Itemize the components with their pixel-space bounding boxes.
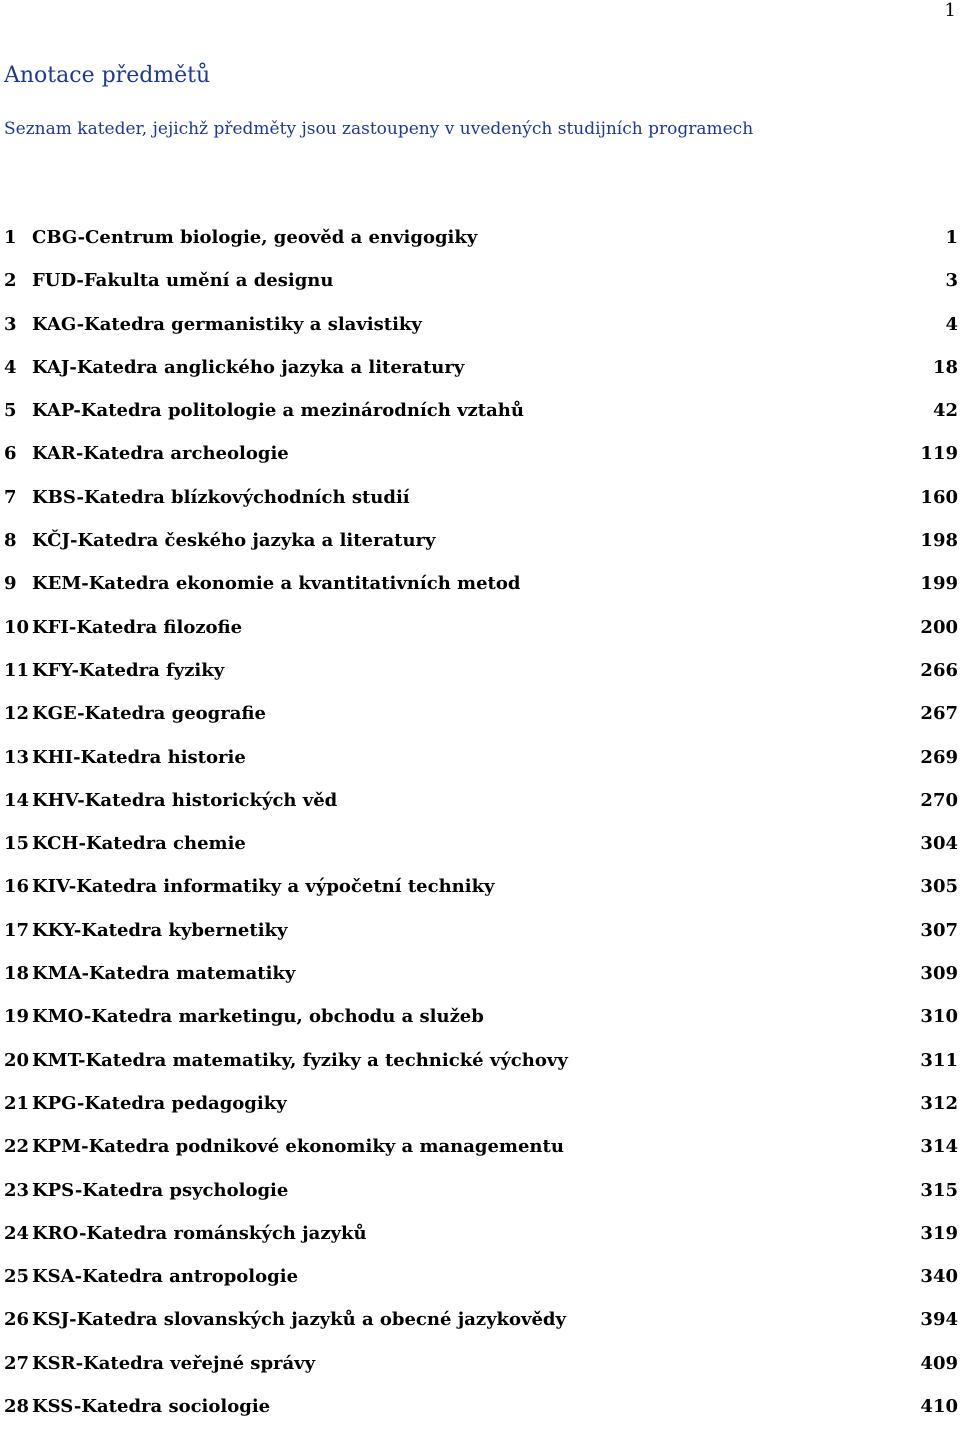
toc-entry-name: KMA-Katedra matematiky bbox=[32, 963, 296, 985]
toc-entry-name: KBS-Katedra blízkovýchodních studií bbox=[32, 486, 410, 508]
toc-entry-page: 42 bbox=[932, 400, 958, 422]
toc-entry-page: 266 bbox=[920, 659, 958, 681]
toc-entry-page: 409 bbox=[920, 1352, 958, 1374]
toc-entry[interactable] bbox=[4, 270, 958, 313]
toc-entry-number: 9 bbox=[4, 573, 17, 595]
toc-entry[interactable] bbox=[4, 400, 958, 443]
toc-entry-name: KMO-Katedra marketingu, obchodu a služeb bbox=[32, 1006, 484, 1028]
toc-entry-name: KSR-Katedra veřejné správy bbox=[32, 1352, 316, 1374]
toc-entry[interactable] bbox=[4, 833, 958, 876]
toc-entry-number: 1 bbox=[4, 227, 17, 248]
toc-entry-page: 305 bbox=[920, 876, 958, 898]
toc-entry-page: 3 bbox=[945, 270, 958, 292]
toc-entry-page: 314 bbox=[920, 1136, 958, 1158]
toc-entry-number: 10 bbox=[4, 616, 30, 638]
toc-entry-page: 312 bbox=[920, 1092, 958, 1114]
toc-entry-number: 11 bbox=[4, 659, 30, 681]
toc-entry-label bbox=[4, 660, 224, 682]
toc-entry[interactable] bbox=[4, 1136, 958, 1179]
toc-entry-number: 22 bbox=[4, 1136, 30, 1158]
document-subtitle: Seznam kateder, jejichž předměty jsou zastoupeny v uvedených studijních programech bbox=[4, 119, 754, 139]
toc-entry-label bbox=[4, 963, 295, 985]
toc-entry-number: 12 bbox=[4, 703, 30, 725]
toc-entry-page: 310 bbox=[920, 1006, 958, 1028]
toc-entry-name: KMT-Katedra matematiky, fyziky a technické výchovy bbox=[32, 1049, 568, 1071]
page-number: 1 bbox=[944, 0, 956, 21]
toc-entry[interactable] bbox=[4, 1396, 958, 1439]
toc-entry-label bbox=[4, 747, 246, 769]
toc-entry-label bbox=[4, 357, 464, 379]
toc-entry-page: 18 bbox=[932, 356, 958, 378]
toc-entry-label bbox=[4, 790, 337, 812]
toc-entry-label bbox=[4, 314, 422, 336]
toc-entry[interactable] bbox=[4, 1353, 958, 1396]
toc-entry-page: 119 bbox=[920, 443, 958, 465]
toc-entry-number: 8 bbox=[4, 530, 17, 552]
toc-entry[interactable] bbox=[4, 1006, 958, 1049]
toc-entry[interactable] bbox=[4, 1309, 958, 1352]
toc-entry[interactable] bbox=[4, 530, 958, 573]
toc-entry-name: KGE-Katedra geografie bbox=[32, 703, 266, 725]
toc-entry-name: KPG-Katedra pedagogiky bbox=[32, 1092, 287, 1114]
toc-entry-label bbox=[4, 833, 246, 855]
toc-entry-label bbox=[4, 1353, 315, 1375]
toc-entry-page: 309 bbox=[920, 963, 958, 985]
toc-entry-name: KSA-Katedra antropologie bbox=[32, 1266, 299, 1288]
toc-entry[interactable] bbox=[4, 920, 958, 963]
toc-entry-page: 304 bbox=[920, 833, 958, 855]
toc-entry-number: 6 bbox=[4, 443, 17, 465]
toc-entry-page: 307 bbox=[920, 919, 958, 941]
toc-entry-name: KAP-Katedra politologie a mezinárodních vztahů bbox=[32, 400, 524, 422]
toc-entry-name: KSJ-Katedra slovanských jazyků a obecné jazykovědy bbox=[32, 1309, 566, 1331]
toc-entry[interactable] bbox=[4, 227, 958, 270]
toc-entry-label bbox=[4, 1266, 298, 1288]
toc-entry-name: KFI-Katedra filozofie bbox=[32, 616, 243, 638]
toc-entry-number: 3 bbox=[4, 313, 17, 335]
toc-entry-name: KAR-Katedra archeologie bbox=[32, 443, 289, 465]
toc-entry-label bbox=[4, 1180, 288, 1202]
toc-entry-label bbox=[4, 400, 524, 422]
toc-entry-name: KČJ-Katedra českého jazyka a literatury bbox=[32, 530, 436, 552]
toc-entry-name: KPS-Katedra psychologie bbox=[32, 1179, 289, 1201]
toc-entry-name: CBG-Centrum biologie, geověd a envigogiky bbox=[32, 227, 478, 248]
toc-entry-label bbox=[4, 270, 333, 292]
toc-entry-number: 14 bbox=[4, 789, 30, 811]
toc-entry-name: KSS-Katedra sociologie bbox=[32, 1396, 271, 1418]
toc-entry-label bbox=[4, 573, 520, 595]
toc-entry-label bbox=[4, 876, 495, 898]
toc-entry[interactable] bbox=[4, 1093, 958, 1136]
toc-entry[interactable] bbox=[4, 703, 958, 746]
toc-entry-name: KIV-Katedra informatiky a výpočetní techniky bbox=[32, 876, 495, 898]
toc-entry-name: KKY-Katedra kybernetiky bbox=[32, 919, 288, 941]
toc-entry-label bbox=[4, 1006, 484, 1028]
toc-entry-label bbox=[4, 1309, 566, 1331]
toc-entry-name: KEM-Katedra ekonomie a kvantitativních metod bbox=[32, 573, 521, 595]
toc-entry-label bbox=[4, 1396, 270, 1418]
toc-entry-number: 17 bbox=[4, 919, 30, 941]
toc-entry[interactable] bbox=[4, 314, 958, 357]
toc-entry[interactable] bbox=[4, 1266, 958, 1309]
table-of-contents bbox=[4, 227, 958, 1439]
toc-entry[interactable] bbox=[4, 963, 958, 1006]
toc-entry[interactable] bbox=[4, 443, 958, 486]
toc-entry-number: 23 bbox=[4, 1179, 30, 1201]
toc-entry-page: 315 bbox=[920, 1179, 958, 1201]
toc-entry-page: 199 bbox=[920, 573, 958, 595]
toc-entry-page: 267 bbox=[920, 703, 958, 725]
toc-entry-number: 20 bbox=[4, 1049, 30, 1071]
toc-entry-name: KCH-Katedra chemie bbox=[32, 833, 246, 855]
toc-entry-number: 2 bbox=[4, 270, 17, 292]
toc-entry-page: 270 bbox=[920, 789, 958, 811]
toc-entry-name: KRO-Katedra románských jazyků bbox=[32, 1222, 367, 1244]
toc-entry-page: 340 bbox=[920, 1266, 958, 1288]
toc-entry[interactable] bbox=[4, 1180, 958, 1223]
toc-entry-label bbox=[4, 487, 410, 509]
toc-entry-number: 28 bbox=[4, 1396, 30, 1418]
toc-entry-number: 18 bbox=[4, 963, 30, 985]
toc-entry-name: KAG-Katedra germanistiky a slavistiky bbox=[32, 313, 422, 335]
toc-entry-page: 4 bbox=[945, 313, 958, 335]
toc-entry-page: 311 bbox=[920, 1049, 958, 1071]
toc-entry-number: 24 bbox=[4, 1222, 30, 1244]
toc-entry-name: FUD-Fakulta umění a designu bbox=[32, 270, 334, 292]
toc-entry-page: 394 bbox=[920, 1309, 958, 1331]
toc-entry-name: KAJ-Katedra anglického jazyka a literatury bbox=[32, 356, 465, 378]
toc-entry[interactable] bbox=[4, 876, 958, 919]
toc-entry-label bbox=[4, 617, 242, 639]
toc-entry-number: 16 bbox=[4, 876, 30, 898]
toc-entry-number: 7 bbox=[4, 486, 17, 508]
toc-entry-page: 410 bbox=[920, 1396, 958, 1418]
toc-entry-label bbox=[4, 1050, 568, 1072]
toc-entry-number: 26 bbox=[4, 1309, 30, 1331]
toc-entry-page: 200 bbox=[920, 616, 958, 638]
toc-entry-name: KHI-Katedra historie bbox=[32, 746, 246, 768]
toc-entry-name: KPM-Katedra podnikové ekonomiky a managementu bbox=[32, 1136, 564, 1158]
toc-entry-label bbox=[4, 920, 287, 942]
toc-entry-label bbox=[4, 1223, 367, 1245]
toc-entry-page: 269 bbox=[920, 746, 958, 768]
toc-entry-label bbox=[4, 1136, 564, 1158]
toc-entry-page: 319 bbox=[920, 1222, 958, 1244]
toc-entry-number: 15 bbox=[4, 833, 30, 855]
toc-entry[interactable] bbox=[4, 660, 958, 703]
toc-entry[interactable] bbox=[4, 1050, 958, 1093]
toc-entry-number: 4 bbox=[4, 356, 17, 378]
toc-entry-label bbox=[4, 530, 436, 552]
toc-entry[interactable] bbox=[4, 573, 958, 616]
toc-entry-label bbox=[4, 443, 289, 465]
toc-entry-number: 5 bbox=[4, 400, 17, 422]
toc-entry-name: KFY-Katedra fyziky bbox=[32, 659, 225, 681]
toc-entry-page: 198 bbox=[920, 530, 958, 552]
toc-entry-page: 160 bbox=[920, 486, 958, 508]
toc-entry-label bbox=[4, 1093, 287, 1115]
toc-entry[interactable] bbox=[4, 487, 958, 530]
toc-entry[interactable] bbox=[4, 790, 958, 833]
toc-entry-name: KHV-Katedra historických věd bbox=[32, 789, 338, 811]
toc-entry-number: 25 bbox=[4, 1266, 30, 1288]
toc-entry-number: 27 bbox=[4, 1352, 30, 1374]
toc-entry-page: 1 bbox=[945, 227, 958, 248]
document-title: Anotace předmětů bbox=[4, 63, 211, 88]
toc-entry-label bbox=[4, 227, 477, 249]
toc-entry-number: 13 bbox=[4, 746, 30, 768]
toc-entry[interactable] bbox=[4, 747, 958, 790]
toc-entry-label bbox=[4, 703, 266, 725]
toc-entry-number: 21 bbox=[4, 1092, 30, 1114]
toc-entry[interactable] bbox=[4, 617, 958, 660]
toc-entry[interactable] bbox=[4, 357, 958, 400]
toc-entry-number: 19 bbox=[4, 1006, 30, 1028]
toc-entry[interactable] bbox=[4, 1223, 958, 1266]
